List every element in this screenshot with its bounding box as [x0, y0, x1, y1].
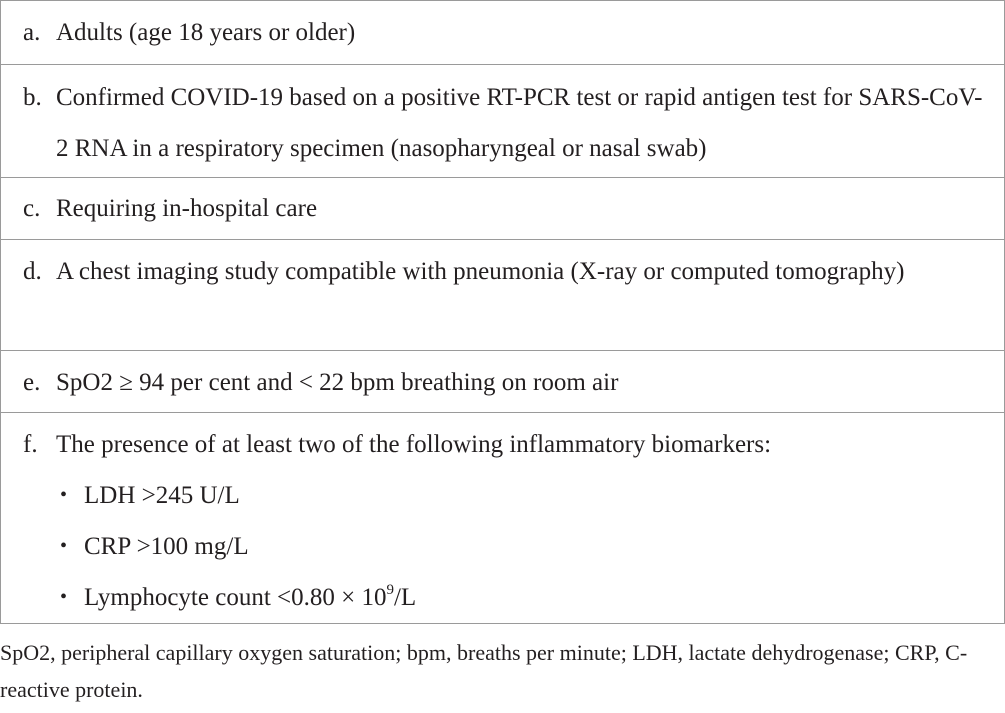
biomarker-text: CRP >100 mg/L [84, 533, 249, 560]
criteria-row-e [1, 351, 1005, 413]
criteria-text: Confirmed COVID-19 based on a positive RT-PCR test or rapid antigen test for SARS-CoV-2 RNA in a respiratory specimen (nasopharyngeal or nasal swab) [56, 84, 983, 162]
criteria-cell [1, 65, 1005, 178]
bullet-icon: • [60, 586, 68, 608]
criteria-text [56, 419, 984, 623]
table-footnote: SpO2, peripheral capillary oxygen saturation; bpm, breaths per minute; LDH, lactate dehydrogenase; CRP, C-reactive protein. [0, 640, 968, 702]
criteria-row-d [1, 240, 1005, 351]
biomarker-intro: The presence of at least two of the following inflammatory biomarkers: [56, 431, 772, 458]
criteria-letter: d. [23, 258, 42, 285]
criteria-letter: e. [23, 369, 41, 396]
criteria-text: SpO2 ≥ 94 per cent and < 22 bpm breathing on room air [56, 369, 619, 396]
criteria-cell [1, 1, 1005, 65]
biomarker-item-crp [60, 521, 984, 572]
biomarker-exponent: 9 [386, 581, 394, 598]
criteria-letter: a. [23, 19, 41, 46]
criteria-cell [1, 178, 1005, 240]
biomarker-text [84, 572, 416, 623]
criteria-row-f [1, 413, 1005, 624]
biomarker-text-main: Lymphocyte count <0.80 × 10 [84, 584, 387, 611]
bullet-icon: • [60, 535, 68, 557]
biomarker-unit: /L [393, 584, 417, 611]
biomarker-text: LDH >245 U/L [84, 482, 240, 509]
criteria-cell [1, 413, 1005, 624]
criteria-text: Adults (age 18 years or older) [56, 19, 356, 46]
biomarker-list [56, 470, 984, 623]
criteria-row-b [1, 65, 1005, 178]
criteria-cell [1, 351, 1005, 413]
criteria-letter: b. [23, 84, 42, 111]
criteria-cell [1, 240, 1005, 351]
criteria-text: Requiring in-hospital care [56, 195, 318, 222]
criteria-letter: c. [23, 195, 41, 222]
biomarker-item-ldh [60, 470, 984, 521]
criteria-row-c [1, 178, 1005, 240]
bullet-icon: • [60, 484, 68, 506]
criteria-letter: f. [23, 431, 38, 458]
biomarker-item-lymphocyte [60, 572, 984, 623]
criteria-row-a [1, 1, 1005, 65]
criteria-text: A chest imaging study compatible with pneumonia (X-ray or computed tomography) [56, 258, 905, 285]
